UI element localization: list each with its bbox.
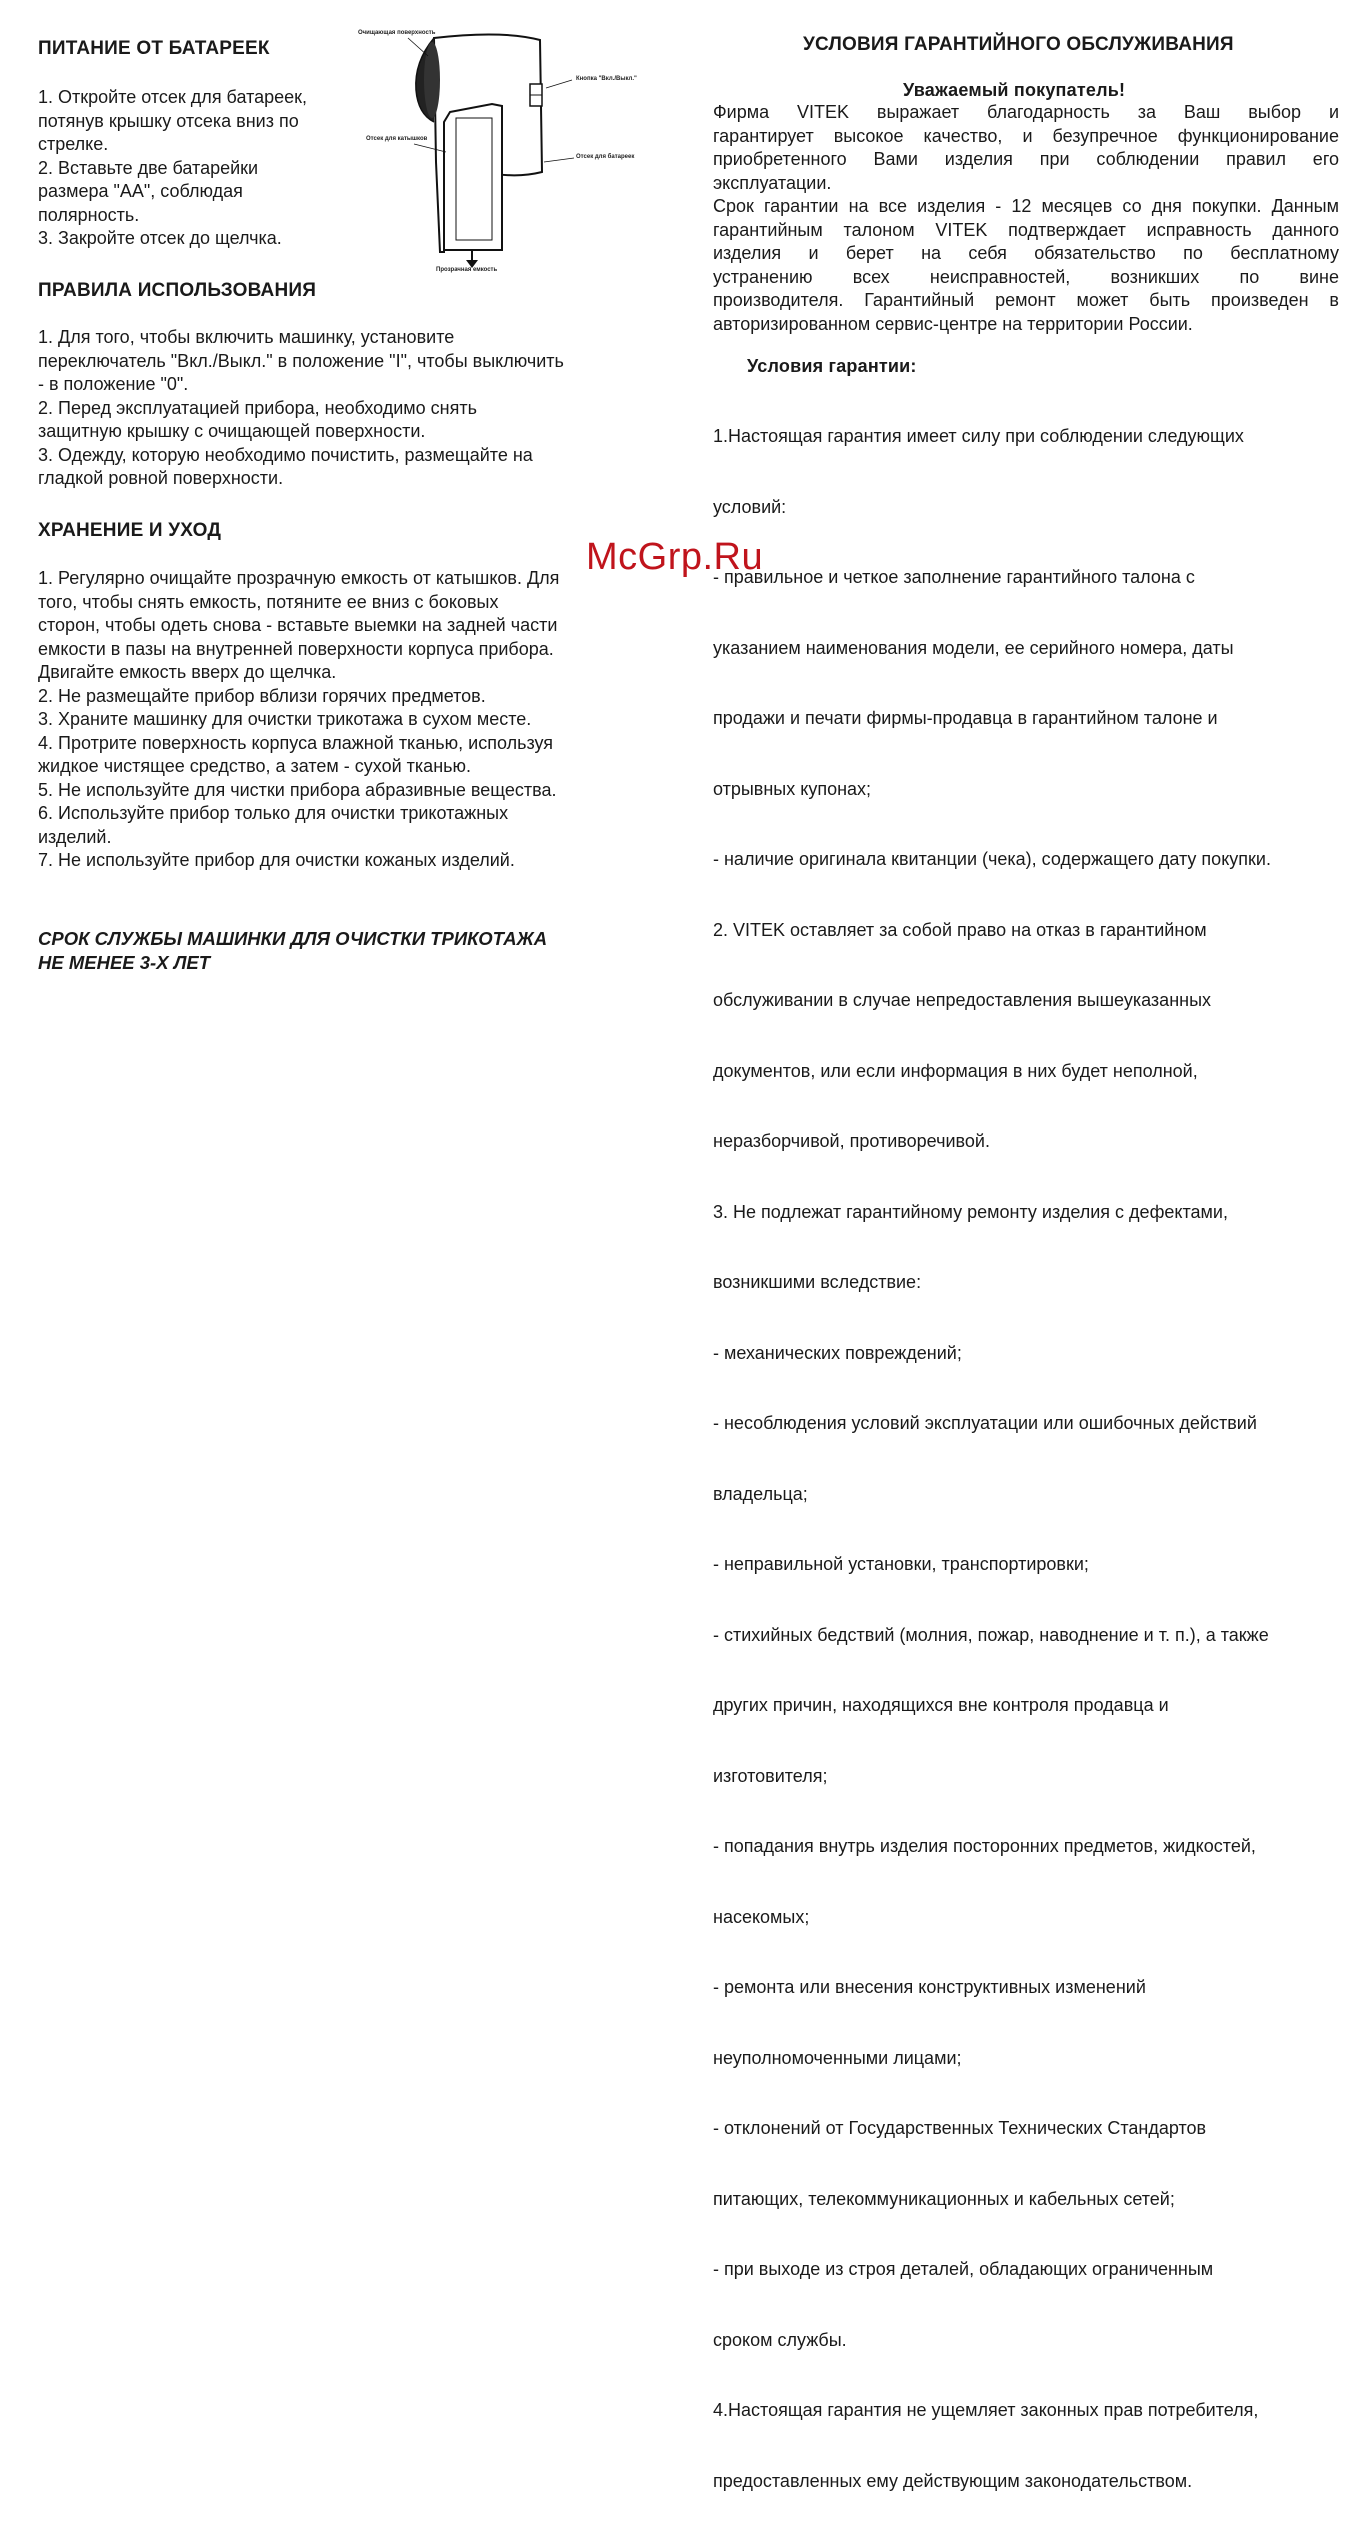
- container: [444, 104, 502, 250]
- battery-text: 1. Откройте отсек для батареек, потянув крышку отсека вниз по стрелке. 2. Вставьте две батарейки размера "АА", соблюдая полярность. 3. Закройте отсек до щелчка.: [38, 87, 308, 248]
- watermark: McGrp.Ru: [586, 536, 764, 578]
- service-life-note: СРОК СЛУЖБЫ МАШИНКИ ДЛЯ ОЧИСТКИ ТРИКОТАЖА НЕ МЕНЕЕ 3-Х ЛЕТ: [38, 928, 548, 973]
- label-container: Прозрачная емкость: [436, 267, 498, 273]
- conditions-heading: Условия гарантии:: [747, 356, 917, 376]
- warranty-heading: УСЛОВИЯ ГАРАНТИЙНОГО ОБСЛУЖИВАНИЯ: [803, 34, 1234, 55]
- label-pellet-compartment: Отсек для катышков: [366, 136, 428, 142]
- greeting: Уважаемый покупатель!: [903, 80, 1126, 100]
- storage-heading: ХРАНЕНИЕ И УХОД: [38, 520, 222, 541]
- label-battery-compartment: Отсек для батареек: [576, 154, 635, 160]
- blade-head: [424, 42, 440, 118]
- intro-text: Фирма VITEK выражает благодарность за Ваш выбор и гарантирует высокое качество, и безупречное функционирование приобретенного Вами изделия при соблюдении правил его эксплуатации. Срок гарантии на все изделия - 12 месяцев со дня покупки. Данным гарантийным талоном VITEK подтверждает исправность данного изделия и берет на себя обязательство по бесплатному устранению всех неисправностей, возникших по вине производителя. Гарантийный ремонт может быть произведен в авторизированном сервис-центре на территории России.: [713, 102, 1339, 334]
- label-power-switch: Кнопка "Вкл./Выкл.": [576, 76, 637, 82]
- battery-heading: ПИТАНИЕ ОТ БАТАРЕЕК: [38, 38, 270, 59]
- conditions-text: 1.Настоящая гарантия имеет силу при соблюдении следующих условий: - правильное и четкое заполнение гарантийного талона с указанием наименования модели, ее серийного номера, даты продажи и печати фирмы-продавца в гарантийном талоне и отрывных купонах; - наличие оригинала квитанции (чека), содержащего дату покупки. 2. VITEK оставляет за собой право на отказ в гарантийном обслуживании в случае непредоставления вышеуказанных документов, или если информация в них будет неполной, неразборчивой, противоречивой. 3. Не подлежат гарантийному ремонту изделия с дефектами, возникшими вследствие: - механических повреждений; - несоблюдения условий эксплуатации или ошибочных действий владельца; - неправильной установки, транспортировки; - стихийных бедствий (молния, пожар, наводнение и т. п.), а также других причин, находящихся вне контроля продавца и изготовителя; - попадания внутрь изделия посторонних предметов, жидкостей, насекомых; - ремонта или внесения конструктивных изменений неуполномоченными лицами; - отклонений от Государственных Технических Стандартов питающих, телекоммуникационных и кабельных сетей; - при выходе из строя деталей, обладающих ограниченным сроком службы. 4.Настоящая гарантия не ущемляет законных прав потребителя, предоставленных ему действующим законодательством.: [713, 426, 1271, 2491]
- storage-text: 1. Регулярно очищайте прозрачную емкость от катышков. Для того, чтобы снять емкость, потяните ее вниз с боковых сторон, чтобы одеть снова - вставьте выемки на задней части емкости в пазы на внутренней поверхности корпуса прибора. Двигайте емкость вверх до щелчка. 2. Не размещайте прибор вблизи горячих предметов. 3. Храните машинку для очистки трикотажа в сухом месте. 4. Протрите поверхность корпуса влажной тканью, используя жидкое чистящее средство, а затем - сухой тканью. 5. Не используйте для чистки прибора абразивные вещества. 6. Используйте прибор только для очистки трикотажных изделий. 7. Не используйте прибор для очистки кожаных изделий.: [38, 568, 560, 870]
- lint-remover-diagram: [352, 22, 672, 272]
- rules-text: 1. Для того, чтобы включить машинку, установите переключатель "Вкл./Выкл." в положение "I", чтобы выключить - в положение "0". 2. Перед эксплуатацией прибора, необходимо снять защитную крышку с очищающей поверхности. 3. Одежду, которую необходимо почистить, размещайте на гладкой ровной поверхности.: [38, 327, 564, 488]
- label-cleaning-surface: Очищающая поверхность: [358, 30, 436, 36]
- rules-heading: ПРАВИЛА ИСПОЛЬЗОВАНИЯ: [38, 280, 317, 301]
